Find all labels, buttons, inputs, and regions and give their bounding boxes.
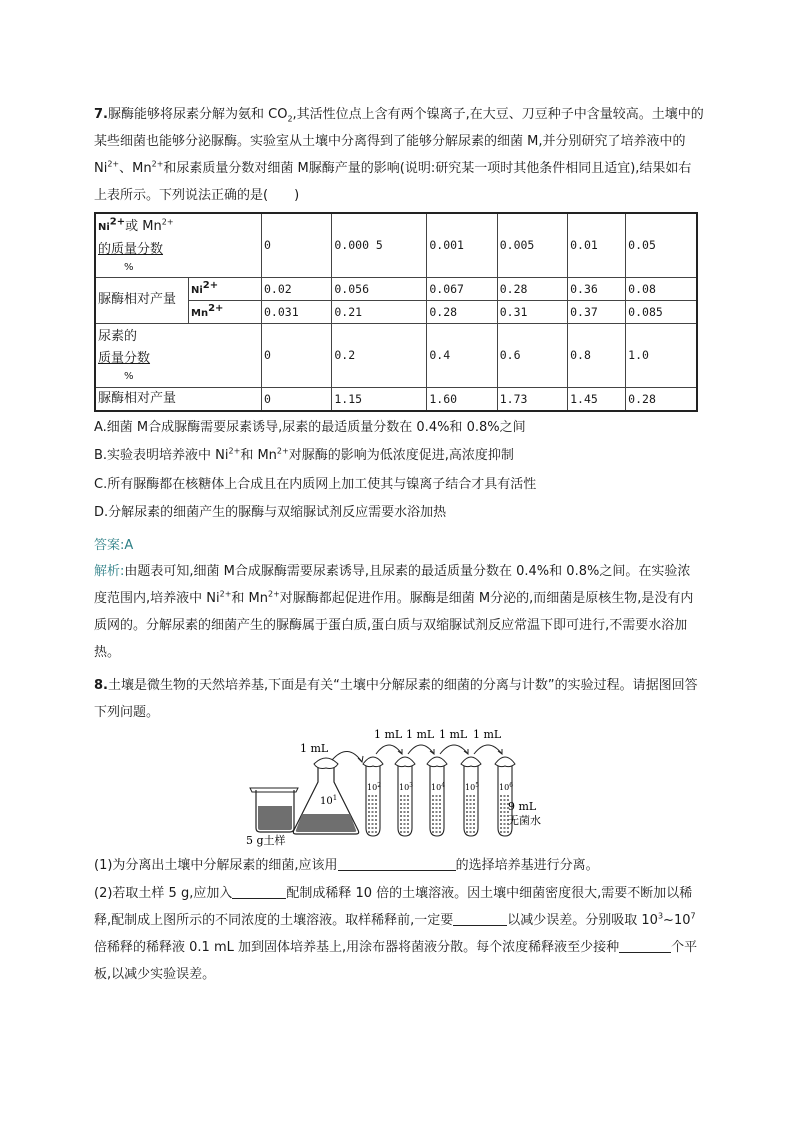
table-cell: 0.6 xyxy=(497,323,567,387)
table-cell: 0.001 xyxy=(427,213,497,277)
q7-data-table xyxy=(94,212,698,412)
tube-dilution-label: $10^3$ xyxy=(399,782,414,792)
answer-blank[interactable] xyxy=(619,938,671,953)
transfer-arrow xyxy=(376,745,402,754)
ion-concentration-header: $Ni^{2+}$或 $Mn^{2+}$ 的质量分数 % xyxy=(95,213,262,277)
table-cell: 0.085 xyxy=(626,300,697,323)
table-cell: 0.31 xyxy=(497,300,567,323)
transfer-arrow xyxy=(408,745,434,754)
q7-stem: 7.脲酶能够将尿素分解为氨和 $CO_2$,其活性位点上含有两个镍离子,在大豆、刀豆种子中含量较高。土壤中的某些细菌也能够分泌脲酶。实验室从土壤中分离得到了能够分解尿素的细菌 M,并分别研究了培养液中的 $Ni^{2+}$、$Mn^{2+}$和尿素质量分数对细菌 M脲酶产量的影响(说明:研究某一项时其他条件相同且适宜),结果如右上表所示。下列说法正确的是( ) xyxy=(94,107,704,203)
table-cell: 0 xyxy=(262,387,332,411)
table-cell: 0.05 xyxy=(626,213,697,277)
soil-label: 5 g土样 xyxy=(246,834,286,847)
test-tube-4 xyxy=(461,757,481,836)
table-cell: 0.28 xyxy=(626,387,697,411)
table-cell: 0.08 xyxy=(626,277,697,300)
table-cell: 0.28 xyxy=(497,277,567,300)
q7-explanation: 解析:由题表可知,细菌 M合成脲酶需要尿素诱导,且尿素的最适质量分数在 0.4%和 0.8%之间。在实验浓度范围内,培养液中 $Ni^{2+}$和 $Mn^{2+}$对脲酶都起促进作用。脲酶是细菌 M分泌的,而细菌是原核生物,是没有内质网的。分解尿素的细菌产生的脲酶属于蛋白质,蛋白质与双缩脲试剂反应常温下即可进行,不需要水浴加热。 xyxy=(94,564,694,660)
table-cell: 0.28 xyxy=(427,300,497,323)
table-row xyxy=(95,387,697,411)
table-cell: 1.0 xyxy=(626,323,697,387)
table-cell: 1.73 xyxy=(497,387,567,411)
answer-blank[interactable] xyxy=(453,911,507,926)
table-cell: 0.02 xyxy=(262,277,332,300)
table-row xyxy=(95,323,697,387)
q7-option-c: C.所有脲酶都在核糖体上合成且在内质网上加工使其与镍离子结合才具有活性 xyxy=(94,477,537,492)
tube-dilution-label: $10^5$ xyxy=(465,782,480,792)
q8-stem: 8.土壤是微生物的天然培养基,下面是有关“土壤中分解尿素的细菌的分离与计数”的实验过程。请据图回答下列问题。 xyxy=(94,678,698,720)
transfer-arrow xyxy=(332,751,362,762)
q7-option-a: A.细菌 M合成脲酶需要尿素诱导,尿素的最适质量分数在 0.4%和 0.8%之间 xyxy=(94,420,526,435)
table-cell: 0.37 xyxy=(568,300,626,323)
table-cell: 0.056 xyxy=(332,277,427,300)
q8-sub2: (2)若取土样 5 g,应加入 配制成稀释 10 倍的土壤溶液。因土壤中细菌密度很大,需要不断加以稀释,配制成上图所示的不同浓度的土壤溶液。取样稀释前,一定要 以减少误差。分别吸取 $10^3\sim 10^7$倍稀释的稀释液 0.1 mL 加到固体培养基上,用涂布器将菌液分散。每个浓度稀释液至少接种 个平板,以减少实验误差。 xyxy=(94,886,698,982)
table-row xyxy=(95,213,697,277)
table-cell: 0.36 xyxy=(568,277,626,300)
test-tube-3 xyxy=(427,757,447,836)
q7-option-b: B.实验表明培养液中 $Ni^{2+}$和 $Mn^{2+}$对脲酶的影响为低浓度促进,高浓度抑制 xyxy=(94,446,514,463)
transfer-arrow xyxy=(474,745,502,754)
water-volume-label: 9 mL xyxy=(508,800,537,813)
tube-dilution-label: $10^2$ xyxy=(367,782,382,792)
tube-dilution-label: $10^4$ xyxy=(431,782,446,792)
table-cell: 1.60 xyxy=(427,387,497,411)
beaker-icon xyxy=(250,788,298,832)
table-cell: 0 xyxy=(262,323,332,387)
transfer-label: 1 mL xyxy=(473,728,502,741)
transfer-label: 1 mL xyxy=(439,728,468,741)
tube-dilution-label: $10^6$ xyxy=(499,782,514,792)
q7-answer: 答案:A xyxy=(94,538,134,553)
table-cell: 0.21 xyxy=(332,300,427,323)
q7-number: 7. xyxy=(94,107,108,122)
table-row xyxy=(95,277,697,300)
table-cell: 0.031 xyxy=(262,300,332,323)
table-cell: 0.01 xyxy=(568,213,626,277)
table-cell: 0.067 xyxy=(427,277,497,300)
table-cell: 0 xyxy=(262,213,332,277)
transfer-arrow xyxy=(440,745,468,754)
urea-concentration-header: 尿素的 质量分数 % xyxy=(95,323,262,387)
table-cell: 1.15 xyxy=(332,387,427,411)
table-cell: 0.005 xyxy=(497,213,567,277)
transfer-label: 1 mL xyxy=(406,728,435,741)
answer-blank[interactable] xyxy=(338,856,456,871)
flask-dilution-label: $10^1$ xyxy=(320,794,338,807)
table-cell: 1.45 xyxy=(568,387,626,411)
q8-sub1: (1)为分离出土壤中分解尿素的细菌,应该用 的选择培养基进行分离。 xyxy=(94,858,599,873)
q7-option-d: D.分解尿素的细菌产生的脲酶与双缩脲试剂反应需要水浴加热 xyxy=(94,505,447,520)
table-cell: 0.000 5 xyxy=(332,213,427,277)
table-cell: 0.8 xyxy=(568,323,626,387)
q8-number: 8. xyxy=(94,678,108,693)
test-tube-1 xyxy=(363,757,383,836)
sterile-water-label: 无菌水 xyxy=(508,814,541,827)
test-tube-row xyxy=(363,728,515,836)
ni-label-cell: $Ni^{2+}$ xyxy=(189,277,262,300)
table-cell: 0.2 xyxy=(332,323,427,387)
table-cell: 0.4 xyxy=(427,323,497,387)
yield-row-header: 脲酶相对产量 xyxy=(95,277,189,323)
transfer-label: 1 mL xyxy=(374,728,403,741)
urea-yield-header: 脲酶相对产量 xyxy=(95,387,262,411)
test-tube-2 xyxy=(395,757,415,836)
transfer-label-first: 1 mL xyxy=(300,742,329,755)
mn-label-cell: $Mn^{2+}$ xyxy=(189,300,262,323)
answer-blank[interactable] xyxy=(232,884,286,899)
dilution-figure xyxy=(236,724,566,848)
